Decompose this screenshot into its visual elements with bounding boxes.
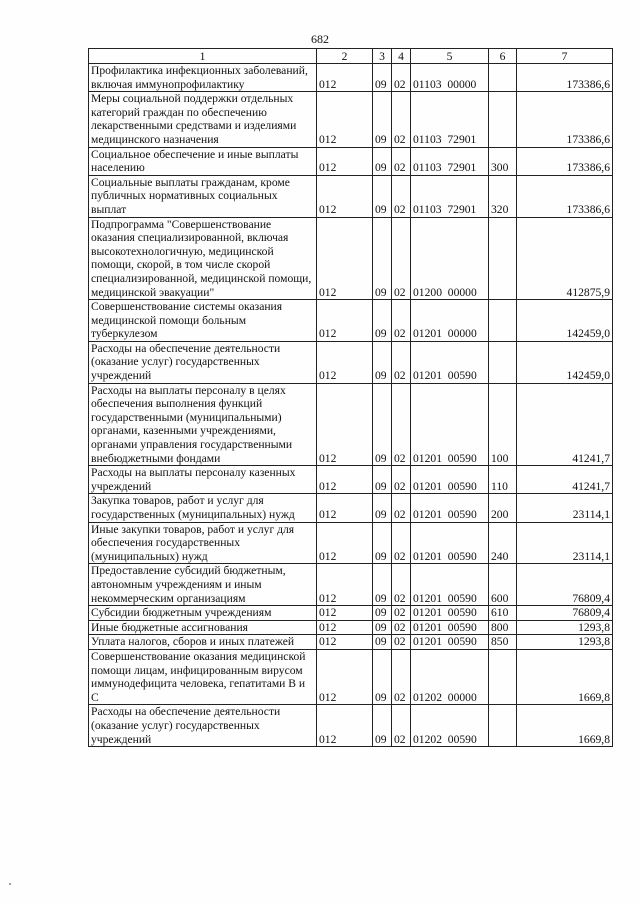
table-row: [89, 635, 613, 650]
row-expense-type: 850: [489, 635, 517, 650]
table-row: [89, 705, 613, 747]
row-section-code: 09: [373, 522, 392, 564]
row-name: Совершенствование оказания медицинской помощи лицам, инфицированным вирусом иммунодефицита человека, гепатитами В и С: [89, 649, 317, 704]
row-target-code: 01201 00590: [411, 522, 489, 564]
table-row: [89, 564, 613, 606]
row-ministry-code: 012: [317, 92, 373, 147]
row-ministry-code: 012: [317, 175, 373, 217]
row-name: Закупка товаров, работ и услуг для государственных (муниципальных) нужд: [89, 494, 317, 522]
row-subsection-code: 02: [392, 494, 411, 522]
row-name: Совершенствование системы оказания медицинской помощи больным туберкулезом: [89, 300, 317, 342]
row-target-code: 01103 72901: [411, 175, 489, 217]
row-expense-type: 110: [489, 466, 517, 494]
table-row: [89, 606, 613, 621]
row-subsection-code: 02: [392, 217, 411, 300]
row-subsection-code: 02: [392, 705, 411, 747]
header-col-3: 3: [373, 49, 392, 64]
row-subsection-code: 02: [392, 635, 411, 650]
row-subsection-code: 02: [392, 341, 411, 383]
row-section-code: 09: [373, 217, 392, 300]
row-section-code: 09: [373, 705, 392, 747]
row-subsection-code: 02: [392, 175, 411, 217]
row-subsection-code: 02: [392, 466, 411, 494]
row-ministry-code: 012: [317, 64, 373, 92]
row-target-code: 01202 00000: [411, 649, 489, 704]
row-section-code: 09: [373, 635, 392, 650]
page-number: 682: [311, 32, 329, 46]
table-row: [89, 649, 613, 704]
table-row: [89, 341, 613, 383]
row-expense-type: 600: [489, 564, 517, 606]
row-target-code: 01103 72901: [411, 92, 489, 147]
table-row: [89, 494, 613, 522]
row-subsection-code: 02: [392, 649, 411, 704]
table-row: [89, 175, 613, 217]
row-section-code: 09: [373, 466, 392, 494]
row-ministry-code: 012: [317, 217, 373, 300]
row-target-code: 01200 00000: [411, 217, 489, 300]
header-col-1: 1: [89, 49, 317, 64]
row-name: Социальные выплаты гражданам, кроме публичных нормативных социальных выплат: [89, 175, 317, 217]
header-col-4: 4: [392, 49, 411, 64]
row-amount: 23114,1: [517, 522, 613, 564]
row-subsection-code: 02: [392, 92, 411, 147]
row-target-code: 01103 00000: [411, 64, 489, 92]
row-expense-type: [489, 92, 517, 147]
row-expense-type: 240: [489, 522, 517, 564]
row-amount: 173386,6: [517, 92, 613, 147]
row-name: Профилактика инфекционных заболеваний, включая иммунопрофилактику: [89, 64, 317, 92]
row-ministry-code: 012: [317, 494, 373, 522]
row-amount: 76809,4: [517, 564, 613, 606]
row-section-code: 09: [373, 649, 392, 704]
row-expense-type: 800: [489, 620, 517, 635]
row-section-code: 09: [373, 175, 392, 217]
row-name: Расходы на обеспечение деятельности (оказание услуг) государственных учреждений: [89, 341, 317, 383]
row-amount: 76809,4: [517, 606, 613, 621]
row-amount: 41241,7: [517, 466, 613, 494]
row-expense-type: 610: [489, 606, 517, 621]
row-ministry-code: 012: [317, 606, 373, 621]
row-name: Предоставление субсидий бюджетным, автономным учреждениям и иным некоммерческим организациям: [89, 564, 317, 606]
row-subsection-code: 02: [392, 620, 411, 635]
row-name: Расходы на выплаты персоналу в целях обеспечения выполнения функций государственными (муниципальными) органами, казенными учреждениями, органами управления государственными внебюджетными фондами: [89, 383, 317, 466]
row-amount: 412875,9: [517, 217, 613, 300]
row-target-code: 01201 00590: [411, 383, 489, 466]
row-expense-type: 100: [489, 383, 517, 466]
row-name: Уплата налогов, сборов и иных платежей: [89, 635, 317, 650]
row-section-code: 09: [373, 564, 392, 606]
row-ministry-code: 012: [317, 635, 373, 650]
row-ministry-code: 012: [317, 383, 373, 466]
row-amount: 173386,6: [517, 175, 613, 217]
table-row: [89, 466, 613, 494]
row-ministry-code: 012: [317, 300, 373, 342]
row-expense-type: [489, 64, 517, 92]
row-section-code: 09: [373, 64, 392, 92]
row-section-code: 09: [373, 341, 392, 383]
table-row: [89, 620, 613, 635]
row-target-code: 01201 00590: [411, 466, 489, 494]
table-row: [89, 522, 613, 564]
row-ministry-code: 012: [317, 620, 373, 635]
row-section-code: 09: [373, 606, 392, 621]
row-expense-type: [489, 341, 517, 383]
table-row: [89, 217, 613, 300]
row-name: Иные бюджетные ассигнования: [89, 620, 317, 635]
row-name: Подпрограмма "Совершенствование оказания специализированной, включая высокотехнологичную, медицинской помощи, скорой, в том числе скорой специализированной, медицинской помощи, медицинской эвакуации": [89, 217, 317, 300]
row-section-code: 09: [373, 300, 392, 342]
row-amount: 173386,6: [517, 147, 613, 175]
row-expense-type: 320: [489, 175, 517, 217]
table-row: [89, 383, 613, 466]
row-expense-type: [489, 300, 517, 342]
budget-table: [88, 48, 613, 747]
row-amount: 41241,7: [517, 383, 613, 466]
row-ministry-code: 012: [317, 564, 373, 606]
table-row: [89, 147, 613, 175]
row-target-code: 01201 00590: [411, 606, 489, 621]
row-subsection-code: 02: [392, 606, 411, 621]
row-ministry-code: 012: [317, 705, 373, 747]
row-amount: 1293,8: [517, 635, 613, 650]
row-ministry-code: 012: [317, 341, 373, 383]
row-section-code: 09: [373, 494, 392, 522]
table-row: [89, 64, 613, 92]
row-name: Меры социальной поддержки отдельных категорий граждан по обеспечению лекарственными средствами и изделиями медицинского назначения: [89, 92, 317, 147]
row-target-code: 01103 72901: [411, 147, 489, 175]
row-amount: 142459,0: [517, 341, 613, 383]
row-ministry-code: 012: [317, 649, 373, 704]
row-expense-type: 300: [489, 147, 517, 175]
row-target-code: 01201 00000: [411, 300, 489, 342]
row-amount: 142459,0: [517, 300, 613, 342]
header-col-2: 2: [317, 49, 373, 64]
row-subsection-code: 02: [392, 147, 411, 175]
header-col-5: 5: [411, 49, 489, 64]
row-amount: 1669,8: [517, 705, 613, 747]
row-amount: 173386,6: [517, 64, 613, 92]
header-col-6: 6: [489, 49, 517, 64]
row-subsection-code: 02: [392, 300, 411, 342]
row-section-code: 09: [373, 92, 392, 147]
row-subsection-code: 02: [392, 564, 411, 606]
row-amount: 1293,8: [517, 620, 613, 635]
row-subsection-code: 02: [392, 522, 411, 564]
header-row: [89, 49, 613, 64]
row-section-code: 09: [373, 383, 392, 466]
table-row: [89, 300, 613, 342]
row-expense-type: [489, 217, 517, 300]
row-name: Социальное обеспечение и иные выплаты населению: [89, 147, 317, 175]
header-col-7: 7: [517, 49, 613, 64]
row-ministry-code: 012: [317, 522, 373, 564]
row-name: Расходы на обеспечение деятельности (оказание услуг) государственных учреждений: [89, 705, 317, 747]
row-ministry-code: 012: [317, 466, 373, 494]
row-target-code: 01201 00590: [411, 564, 489, 606]
row-section-code: 09: [373, 620, 392, 635]
row-target-code: 01202 00590: [411, 705, 489, 747]
row-subsection-code: 02: [392, 64, 411, 92]
table-row: [89, 92, 613, 147]
row-section-code: 09: [373, 147, 392, 175]
row-target-code: 01201 00590: [411, 341, 489, 383]
row-name: Субсидии бюджетным учреждениям: [89, 606, 317, 621]
row-target-code: 01201 00590: [411, 635, 489, 650]
row-expense-type: [489, 705, 517, 747]
row-ministry-code: 012: [317, 147, 373, 175]
scan-speck: [9, 883, 11, 885]
row-subsection-code: 02: [392, 383, 411, 466]
row-target-code: 01201 00590: [411, 494, 489, 522]
row-expense-type: 200: [489, 494, 517, 522]
row-expense-type: [489, 649, 517, 704]
row-amount: 1669,8: [517, 649, 613, 704]
row-amount: 23114,1: [517, 494, 613, 522]
row-name: Иные закупки товаров, работ и услуг для обеспечения государственных (муниципальных) нужд: [89, 522, 317, 564]
row-target-code: 01201 00590: [411, 620, 489, 635]
row-name: Расходы на выплаты персоналу казенных учреждений: [89, 466, 317, 494]
